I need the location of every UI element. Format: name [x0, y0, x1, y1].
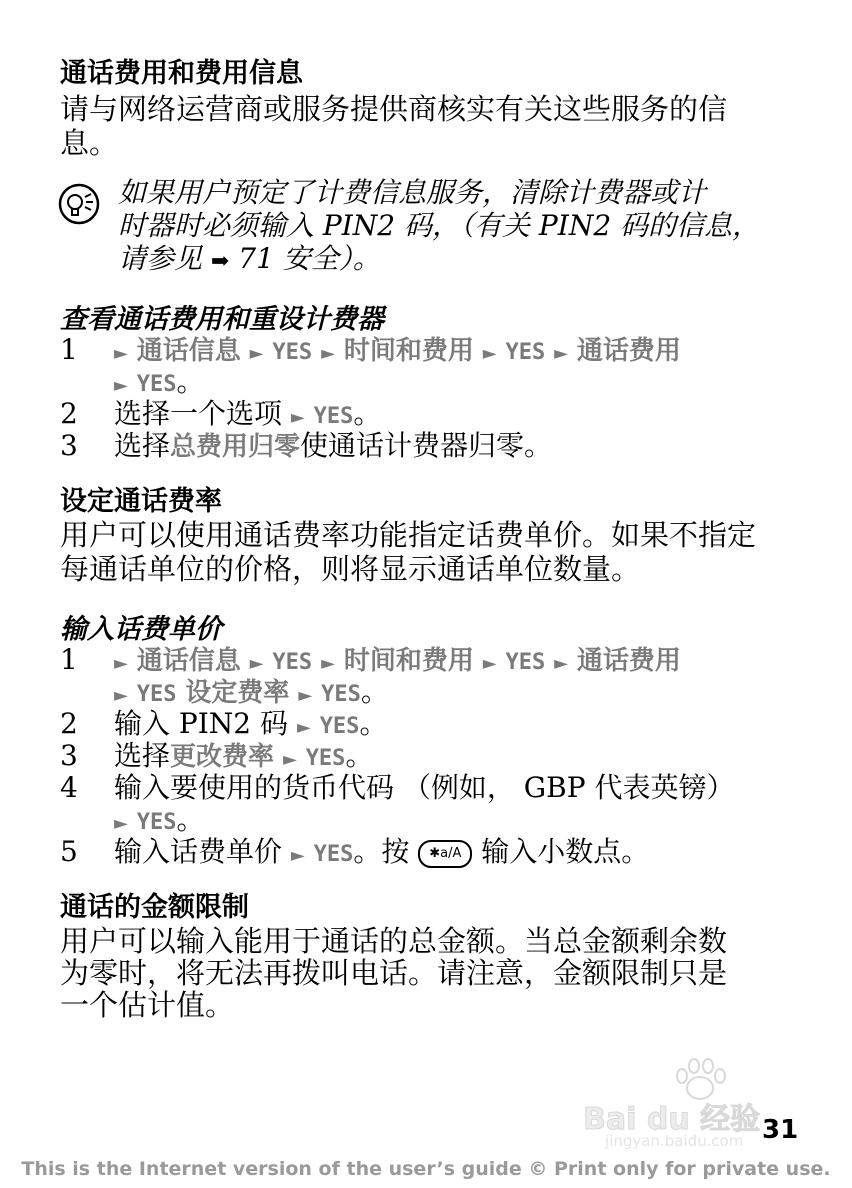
yes-key[interactable]: YES	[272, 340, 313, 365]
tip-reference-link[interactable]: 71 安全）。	[238, 242, 381, 275]
section-body-set-rate-1: 用户可以使用通话费率功能指定话费单价。如果不指定	[60, 518, 757, 552]
section-title-view-call-cost: 查看通话费用和重设计费器	[60, 304, 384, 335]
step-label: 输入 PIN2 码	[114, 707, 289, 740]
section-title-set-rate: 设定通话费率	[60, 486, 222, 517]
yes-key[interactable]: YES	[272, 650, 313, 675]
tip-line-2: 时器时必须输入 PIN2 码，（有关 PIN2 码的信息，	[118, 209, 761, 242]
step-text	[114, 836, 649, 872]
yes-key[interactable]: YES	[313, 842, 354, 867]
arrow-icon: ►	[114, 375, 128, 396]
yes-key[interactable]: YES	[505, 340, 546, 365]
menu-item-change-rate[interactable]: 更改费率	[170, 742, 275, 772]
step-label: 输入小数点。	[481, 835, 650, 868]
step-number: 1	[60, 643, 78, 676]
step-label: 输入话费单价	[114, 835, 283, 868]
step-number: 1	[60, 333, 78, 366]
menu-item-time-cost[interactable]: 时间和费用	[343, 336, 474, 366]
punctuation: 。	[176, 803, 205, 836]
step-number: 3	[60, 429, 78, 462]
arrow-icon: ►	[482, 653, 497, 674]
section-title-amount-limit: 通话的金额限制	[60, 892, 249, 923]
yes-key[interactable]: YES	[313, 404, 354, 429]
yes-key[interactable]: YES	[505, 650, 546, 675]
yes-key[interactable]: YES	[136, 372, 177, 397]
arrow-icon: ►	[321, 653, 335, 674]
menu-item-set-rate[interactable]: 设定费率	[185, 678, 290, 708]
arrow-right-icon: ➡	[210, 249, 230, 274]
arrow-icon: ►	[554, 653, 568, 674]
punctuation: 。	[345, 739, 374, 772]
arrow-icon: ►	[321, 343, 335, 364]
step-number: 4	[60, 771, 78, 804]
watermark-url: jingyan.baidu.com	[605, 1132, 744, 1150]
punctuation: 。	[176, 365, 205, 398]
arrow-icon: ►	[296, 717, 311, 738]
arrow-icon: ►	[114, 813, 128, 834]
punctuation: 。	[353, 397, 382, 430]
yes-key[interactable]: YES	[305, 746, 346, 771]
arrow-icon: ►	[114, 685, 128, 706]
tip-line-3	[118, 242, 778, 279]
tip-see-label: 请参见	[118, 242, 203, 275]
step-label: 选择	[114, 429, 171, 462]
arrow-icon: ►	[249, 343, 264, 364]
section-body-limit-3: 一个估计值。	[60, 988, 235, 1022]
step-text: 输入要使用的货币代码 （例如， GBP 代表英镑）	[114, 771, 735, 804]
step-label: 使通话计费器归零。	[300, 429, 553, 462]
arrow-icon: ►	[114, 343, 128, 364]
step-label: 选择一个选项	[114, 397, 283, 430]
menu-item-call-info[interactable]: 通话信息	[136, 646, 241, 676]
punctuation: 。	[359, 707, 388, 740]
step-text	[114, 644, 681, 680]
punctuation: 。	[360, 675, 389, 708]
yes-key[interactable]: YES	[136, 682, 177, 707]
star-key-icon[interactable]: ✱a/A	[418, 840, 472, 868]
yes-key[interactable]: YES	[136, 810, 177, 835]
menu-item-call-info[interactable]: 通话信息	[136, 336, 241, 366]
arrow-icon: ►	[290, 845, 305, 866]
menu-item-time-cost[interactable]: 时间和费用	[343, 646, 474, 676]
section-body-call-cost: 请与网络运营商或服务提供商核实有关这些服务的信息。	[60, 92, 728, 160]
tip-lightbulb-icon	[58, 183, 100, 225]
yes-key[interactable]: YES	[319, 714, 360, 739]
step-text	[114, 430, 552, 463]
arrow-icon: ►	[114, 653, 128, 674]
section-body-limit-2: 为零时，将无法再拨叫电话。请注意，金额限制只是	[60, 956, 728, 990]
section-body-limit-1: 用户可以输入能用于通话的总金额。当总金额剩余数	[60, 924, 728, 958]
watermark-text: Bai du 经验	[583, 1102, 761, 1137]
section-title-enter-price: 输入话费单价	[60, 614, 222, 645]
arrow-icon: ►	[554, 343, 568, 364]
tip-line-1: 如果用户预定了计费信息服务，清除计费器或计	[118, 176, 707, 209]
arrow-icon: ►	[290, 407, 305, 428]
step-label: 选择	[114, 739, 171, 772]
section-body-set-rate-2: 每通话单位的价格，则将显示通话单位数量。	[60, 552, 641, 586]
page-number: 31	[762, 1115, 799, 1145]
menu-item-call-cost[interactable]: 通话费用	[576, 646, 681, 676]
step-number: 3	[60, 739, 78, 772]
menu-item-call-cost[interactable]: 通话费用	[576, 336, 681, 366]
menu-item-reset-total[interactable]: 总费用归零	[170, 432, 301, 462]
section-title-call-cost: 通话费用和费用信息	[60, 58, 303, 89]
step-label: 。按	[353, 835, 410, 868]
arrow-icon: ►	[482, 343, 497, 364]
arrow-icon: ►	[282, 749, 297, 770]
step-number: 2	[60, 397, 78, 430]
step-number: 5	[60, 835, 78, 868]
yes-key[interactable]: YES	[321, 682, 361, 707]
arrow-icon: ►	[298, 685, 313, 706]
step-number: 2	[60, 707, 78, 740]
arrow-icon: ►	[249, 653, 264, 674]
footer-notice: This is the Internet version of the user’s guide © Print only for private use.	[21, 1158, 831, 1180]
